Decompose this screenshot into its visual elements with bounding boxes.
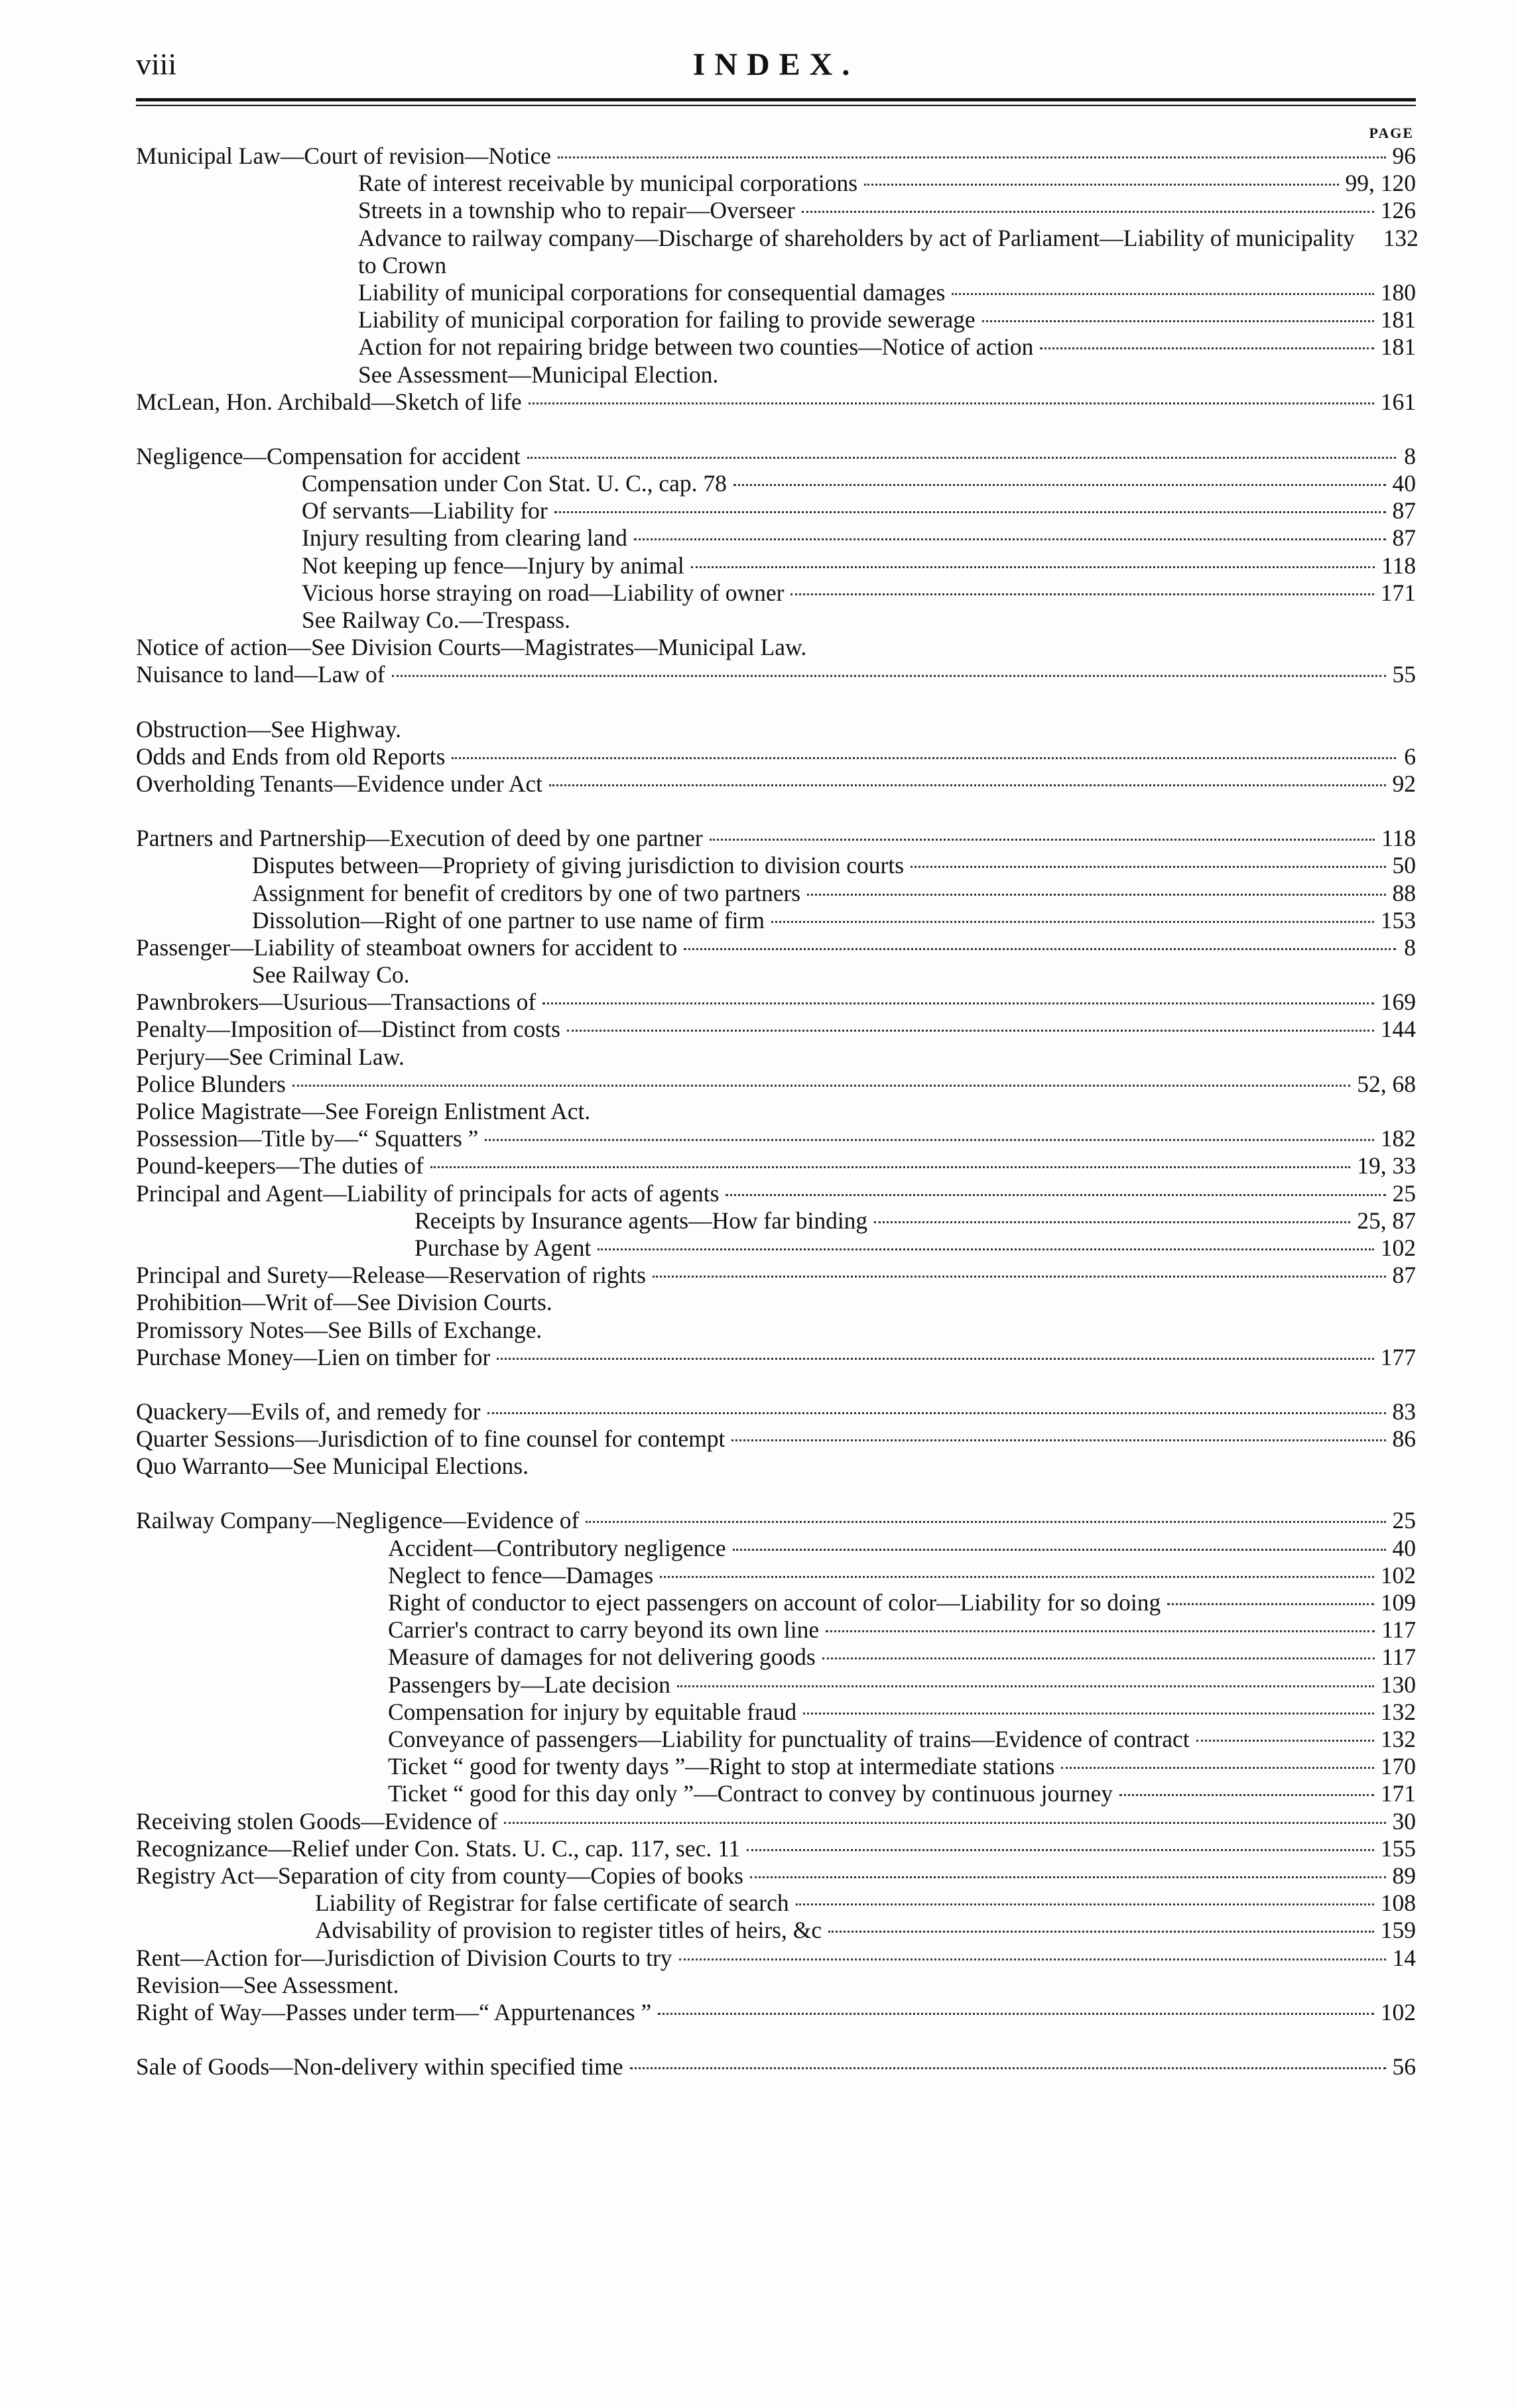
entry-heading: Obstruction—See Highway.: [136, 715, 401, 743]
index-entry: [136, 607, 1416, 634]
index-entry: [136, 224, 1419, 279]
index-entry: [136, 1071, 1416, 1098]
index-entry: [136, 497, 1416, 524]
dot-leader: [567, 1030, 1374, 1032]
section-gap: [136, 689, 1416, 716]
entry-heading: Accident—Contributory negligence: [388, 1534, 726, 1561]
entry-page-ref: 144: [1380, 1016, 1416, 1043]
index-entry: [136, 1016, 1416, 1043]
entry-page-ref: 159: [1380, 1917, 1416, 1944]
entry-heading: Right of conductor to eject passengers on account of color—Liability for so doing: [388, 1589, 1161, 1616]
entry-page-ref: 8: [1404, 933, 1416, 961]
entry-heading: Receipts by Insurance agents—How far binding: [414, 1207, 868, 1234]
index-entry: [136, 1098, 1416, 1125]
entry-page-ref: 88: [1392, 879, 1416, 906]
entry-heading: Ticket “ good for twenty days ”—Right to stop at intermediate stations: [388, 1753, 1055, 1780]
entry-page-ref: 40: [1392, 1534, 1416, 1561]
entry-page-ref: 132: [1380, 1725, 1416, 1752]
dot-leader: [634, 538, 1386, 540]
entry-page-ref: 83: [1392, 1398, 1416, 1425]
index-entry: [136, 1890, 1416, 1917]
section-gap: [136, 1480, 1416, 1507]
entry-heading: Measure of damages for not delivering goods: [388, 1644, 816, 1671]
entry-page-ref: 102: [1380, 1998, 1416, 2025]
index-entry: [136, 443, 1416, 470]
index-entry: [136, 1945, 1416, 1972]
index-entry: [136, 1180, 1416, 1207]
entry-page-ref: 8: [1404, 442, 1416, 469]
dot-leader: [504, 1822, 1385, 1824]
dot-leader: [864, 184, 1338, 186]
entry-page-ref: 30: [1392, 1807, 1416, 1835]
index-entry: [136, 1808, 1416, 1835]
dot-leader: [750, 1876, 1386, 1878]
dot-leader: [911, 866, 1385, 868]
entry-heading: Advisability of provision to register titles of heirs, &c: [315, 1917, 822, 1944]
index-entry: [136, 743, 1416, 770]
entry-heading: Pound-keepers—The duties of: [136, 1152, 424, 1179]
dot-leader: [554, 511, 1386, 513]
index-entry: [136, 333, 1416, 361]
index-entry: [136, 579, 1416, 607]
entry-heading: Not keeping up fence—Injury by animal: [302, 552, 684, 579]
index-entry: [136, 470, 1416, 497]
entry-heading: Carrier's contract to carry beyond its own line: [388, 1616, 820, 1644]
entry-page-ref: 181: [1380, 333, 1416, 361]
entry-page-ref: 118: [1381, 825, 1416, 852]
index-entry: [136, 1044, 1416, 1071]
entry-heading: Perjury—See Criminal Law.: [136, 1043, 405, 1070]
dot-leader: [660, 1576, 1374, 1578]
index-entry: [136, 197, 1416, 224]
entry-page-ref: 55: [1392, 661, 1416, 688]
entry-page-ref: 50: [1392, 852, 1416, 879]
entry-heading: Liability of municipal corporation for failing to provide sewerage: [358, 306, 976, 333]
entry-page-ref: 155: [1380, 1835, 1416, 1862]
entry-heading: Principal and Agent—Liability of principals for acts of agents: [136, 1179, 720, 1207]
entry-heading: Quo Warranto—See Municipal Elections.: [136, 1453, 529, 1480]
entry-page-ref: 6: [1404, 743, 1416, 770]
entry-page-ref: 177: [1380, 1343, 1416, 1370]
index-entry: [136, 1616, 1416, 1644]
entry-heading: Quackery—Evils of, and remedy for: [136, 1398, 481, 1425]
entry-heading: Liability of Registrar for false certificate of search: [315, 1890, 789, 1917]
dot-leader: [1119, 1794, 1374, 1796]
dot-leader: [733, 484, 1386, 486]
entry-heading: Receiving stolen Goods—Evidence of: [136, 1807, 498, 1835]
entry-heading: McLean, Hon. Archibald—Sketch of life: [136, 388, 522, 415]
entry-page-ref: 102: [1380, 1234, 1416, 1261]
entry-heading: Compensation for injury by equitable fraud: [388, 1698, 797, 1725]
entry-page-ref: 109: [1380, 1589, 1416, 1616]
entry-page-ref: 96: [1392, 143, 1416, 169]
page-number: viii: [136, 47, 177, 81]
index-entry: [136, 907, 1416, 934]
index-entry: [136, 1562, 1416, 1589]
dot-leader: [733, 1549, 1386, 1551]
index-entry: [136, 2053, 1416, 2080]
dot-leader: [549, 784, 1385, 786]
entry-page-ref: 161: [1380, 388, 1416, 415]
section-gap: [136, 416, 1416, 443]
page-header: [136, 46, 1416, 93]
dot-leader: [796, 1903, 1374, 1905]
entry-heading: Quarter Sessions—Jurisdiction of to fine counsel for contempt: [136, 1425, 726, 1453]
index-entry: [136, 1207, 1416, 1234]
entry-heading: Registry Act—Separation of city from county—Copies of books: [136, 1862, 743, 1889]
entry-heading: Passengers by—Late decision: [388, 1671, 670, 1698]
dot-leader: [452, 757, 1396, 759]
entry-page-ref: 25: [1392, 1507, 1416, 1534]
entry-page-ref: 87: [1392, 497, 1416, 524]
dot-leader: [691, 566, 1375, 568]
dot-leader: [771, 921, 1374, 923]
entry-page-ref: 171: [1380, 1780, 1416, 1807]
dot-leader: [684, 948, 1396, 950]
index-entry: [136, 1780, 1416, 1807]
entry-heading: Injury resulting from clearing land: [302, 524, 627, 552]
index-entry: [136, 1344, 1416, 1371]
entry-heading: Of servants—Liability for: [302, 497, 548, 524]
index-entry: [136, 1453, 1416, 1480]
entry-heading: Purchase Money—Lien on timber for: [136, 1343, 491, 1370]
entry-heading: Conveyance of passengers—Liability for punctuality of trains—Evidence of contract: [388, 1725, 1190, 1752]
entry-heading: Vicious horse straying on road—Liability of owner: [302, 579, 785, 606]
entry-page-ref: 108: [1380, 1890, 1416, 1917]
entry-heading: Penalty—Imposition of—Distinct from costs: [136, 1016, 560, 1043]
dot-leader: [485, 1139, 1373, 1141]
entry-heading: Negligence—Compensation for accident: [136, 442, 521, 469]
index-entry: [136, 306, 1416, 333]
entry-heading: Compensation under Con Stat. U. C., cap. 78: [302, 470, 727, 497]
index-entry: [136, 1917, 1416, 1944]
entry-page-ref: 153: [1380, 906, 1416, 933]
entry-heading: See Railway Co.: [252, 961, 410, 989]
entry-page-ref: 169: [1380, 989, 1416, 1016]
dot-leader: [679, 1958, 1386, 1960]
index-entry: [136, 880, 1416, 907]
entry-page-ref: 25, 87: [1357, 1207, 1416, 1234]
index-entry: [136, 961, 1416, 989]
entry-heading: Liability of municipal corporations for consequential damages: [358, 278, 946, 306]
index-entry: [136, 170, 1416, 197]
section-gap: [136, 1371, 1416, 1398]
entry-page-ref: 132: [1383, 224, 1419, 251]
index-entry: [136, 852, 1416, 879]
index-entry: [136, 1535, 1416, 1562]
index-entry: [136, 1507, 1416, 1534]
entry-page-ref: 87: [1392, 524, 1416, 552]
entry-heading: Assignment for benefit of creditors by one of two partners: [252, 879, 801, 906]
entry-heading: Overholding Tenants—Evidence under Act: [136, 770, 543, 797]
page-column-label: PAGE: [1369, 125, 1414, 141]
dot-leader: [1196, 1740, 1374, 1742]
dot-leader: [731, 1439, 1385, 1441]
index-entries: [136, 143, 1419, 2080]
dot-leader: [430, 1166, 1350, 1168]
entry-page-ref: 132: [1380, 1698, 1416, 1725]
dot-leader: [982, 320, 1374, 322]
index-entry: [136, 1398, 1416, 1425]
entry-heading: Right of Way—Passes under term—“ Appurtenances ”: [136, 1998, 652, 2025]
dot-leader: [1040, 347, 1373, 349]
index-entry: [136, 1862, 1416, 1890]
index-entry: [136, 143, 1416, 170]
dot-leader: [710, 839, 1375, 841]
index-entry: [136, 1125, 1416, 1152]
index-entry: [136, 770, 1416, 798]
entry-page-ref: 86: [1392, 1425, 1416, 1453]
entry-page-ref: 14: [1392, 1944, 1416, 1971]
index-entry: [136, 1835, 1416, 1862]
entry-page-ref: 182: [1380, 1125, 1416, 1152]
index-entry: [136, 1699, 1416, 1726]
entry-heading: Ticket “ good for this day only ”—Contract to convey by continuous journey: [388, 1780, 1113, 1807]
index-entry: [136, 1726, 1416, 1753]
entry-page-ref: 52, 68: [1357, 1070, 1416, 1097]
section-gap: [136, 2026, 1416, 2053]
entry-heading: Disputes between—Propriety of giving jurisdiction to division courts: [252, 852, 905, 879]
index-entry: [136, 1289, 1416, 1316]
dot-leader: [630, 2067, 1386, 2069]
entry-heading: Possession—Title by—“ Squatters ”: [136, 1125, 479, 1152]
index-entry: [136, 825, 1416, 852]
entry-page-ref: 102: [1380, 1561, 1416, 1589]
entry-heading: Rate of interest receivable by municipal corporations: [358, 170, 858, 197]
entry-page-ref: 117: [1381, 1644, 1416, 1671]
index-entry: [136, 552, 1416, 579]
index-entry: [136, 279, 1416, 306]
entry-page-ref: 171: [1380, 579, 1416, 606]
dot-leader: [1061, 1767, 1373, 1769]
index-entry: [136, 1999, 1416, 2026]
entry-heading: Passenger—Liability of steamboat owners for accident to: [136, 933, 678, 961]
entry-heading: Nuisance to land—Law of: [136, 661, 385, 688]
entry-page-ref: 40: [1392, 470, 1416, 497]
index-entry: [136, 1262, 1416, 1289]
index-entry: [136, 1425, 1416, 1453]
index-entry: [136, 1234, 1416, 1262]
entry-page-ref: 87: [1392, 1262, 1416, 1289]
entry-heading: Neglect to fence—Damages: [388, 1561, 654, 1589]
entry-heading: Pawnbrokers—Usurious—Transactions of: [136, 989, 537, 1016]
dot-leader: [598, 1248, 1374, 1250]
entry-heading: Recognizance—Relief under Con. Stats. U. C., cap. 117, sec. 11: [136, 1835, 741, 1862]
entry-heading: Police Blunders: [136, 1070, 286, 1097]
dot-leader: [392, 675, 1386, 677]
entry-heading: Purchase by Agent: [414, 1234, 592, 1261]
index-entry: [136, 989, 1416, 1016]
index-entry: [136, 661, 1416, 688]
entry-page-ref: 117: [1381, 1616, 1416, 1644]
entry-page-ref: 99, 120: [1345, 170, 1416, 197]
entry-heading: Partners and Partnership—Execution of deed by one partner: [136, 825, 703, 852]
entry-page-ref: 181: [1380, 306, 1416, 333]
index-entry: [136, 361, 1416, 389]
dot-leader: [658, 2013, 1373, 2015]
dot-leader: [292, 1085, 1350, 1087]
entry-page-ref: 130: [1380, 1671, 1416, 1698]
entry-heading: Prohibition—Writ of—See Division Courts.: [136, 1289, 552, 1316]
entry-heading: Revision—See Assessment.: [136, 1971, 399, 1998]
dot-leader: [874, 1221, 1350, 1223]
dot-leader: [487, 1412, 1386, 1414]
dot-leader: [802, 211, 1374, 213]
dot-leader: [952, 293, 1373, 295]
entry-page-ref: 170: [1380, 1753, 1416, 1780]
index-entry: [136, 1152, 1416, 1179]
entry-heading: See Railway Co.—Trespass.: [302, 607, 570, 634]
index-entry: [136, 524, 1416, 552]
index-entry: [136, 1753, 1416, 1780]
dot-leader: [527, 457, 1396, 459]
dot-leader: [677, 1685, 1374, 1687]
dot-leader: [828, 1931, 1374, 1933]
entry-heading: Rent—Action for—Jurisdiction of Division Courts to try: [136, 1944, 672, 1971]
index-entry: [136, 934, 1416, 961]
entry-heading: Sale of Goods—Non-delivery within specified time: [136, 2053, 623, 2080]
index-entry: [136, 634, 1416, 661]
dot-leader: [558, 156, 1385, 158]
entry-heading: Railway Company—Negligence—Evidence of: [136, 1507, 580, 1534]
entry-page-ref: 25: [1392, 1179, 1416, 1207]
dot-leader: [826, 1630, 1375, 1632]
entry-page-ref: 180: [1380, 278, 1416, 306]
dot-leader: [586, 1521, 1385, 1523]
entry-page-ref: 92: [1392, 770, 1416, 797]
index-entry: [136, 389, 1416, 416]
dot-leader: [726, 1194, 1385, 1196]
entry-heading: See Assessment—Municipal Election.: [358, 361, 719, 388]
dot-leader: [747, 1849, 1373, 1851]
entry-heading: Police Magistrate—See Foreign Enlistment Act.: [136, 1098, 591, 1125]
dot-leader: [497, 1358, 1373, 1360]
index-entry: [136, 1589, 1416, 1616]
dot-leader: [803, 1713, 1374, 1715]
dot-leader: [653, 1276, 1386, 1278]
index-entry: [136, 1972, 1416, 1999]
index-entry: [136, 1644, 1416, 1671]
entry-heading: Advance to railway company—Discharge of shareholders by act of Parliament—Liability of municipality to Crown: [358, 224, 1355, 278]
entry-heading: Promissory Notes—See Bills of Exchange.: [136, 1316, 542, 1343]
entry-heading: Streets in a township who to repair—Overseer: [358, 197, 795, 224]
entry-heading: Dissolution—Right of one partner to use name of firm: [252, 906, 765, 933]
header-rule-thin: [136, 105, 1416, 106]
section-gap: [136, 798, 1416, 825]
dot-leader: [542, 1002, 1374, 1004]
header-rule-thick: [136, 98, 1416, 101]
dot-leader: [822, 1657, 1375, 1659]
entry-page-ref: 56: [1392, 2053, 1416, 2080]
index-entry: [136, 1671, 1416, 1699]
entry-heading: Municipal Law—Court of revision—Notice: [136, 143, 552, 169]
entry-page-ref: 89: [1392, 1862, 1416, 1889]
entry-page-ref: 19, 33: [1357, 1152, 1416, 1179]
entry-heading: Action for not repairing bridge between two counties—Notice of action: [358, 333, 1034, 361]
index-entry: [136, 1317, 1416, 1344]
page-title: INDEX.: [692, 47, 859, 82]
entry-heading: Principal and Surety—Release—Reservation of rights: [136, 1262, 646, 1289]
entry-page-ref: 118: [1381, 552, 1416, 579]
dot-leader: [807, 894, 1385, 896]
entry-heading: Odds and Ends from old Reports: [136, 743, 446, 770]
index-entry: [136, 716, 1416, 743]
dot-leader: [790, 593, 1373, 595]
entry-heading: Notice of action—See Division Courts—Magistrates—Municipal Law.: [136, 634, 807, 661]
entry-page-ref: 126: [1380, 197, 1416, 224]
dot-leader: [529, 402, 1374, 404]
dot-leader: [1167, 1603, 1373, 1605]
